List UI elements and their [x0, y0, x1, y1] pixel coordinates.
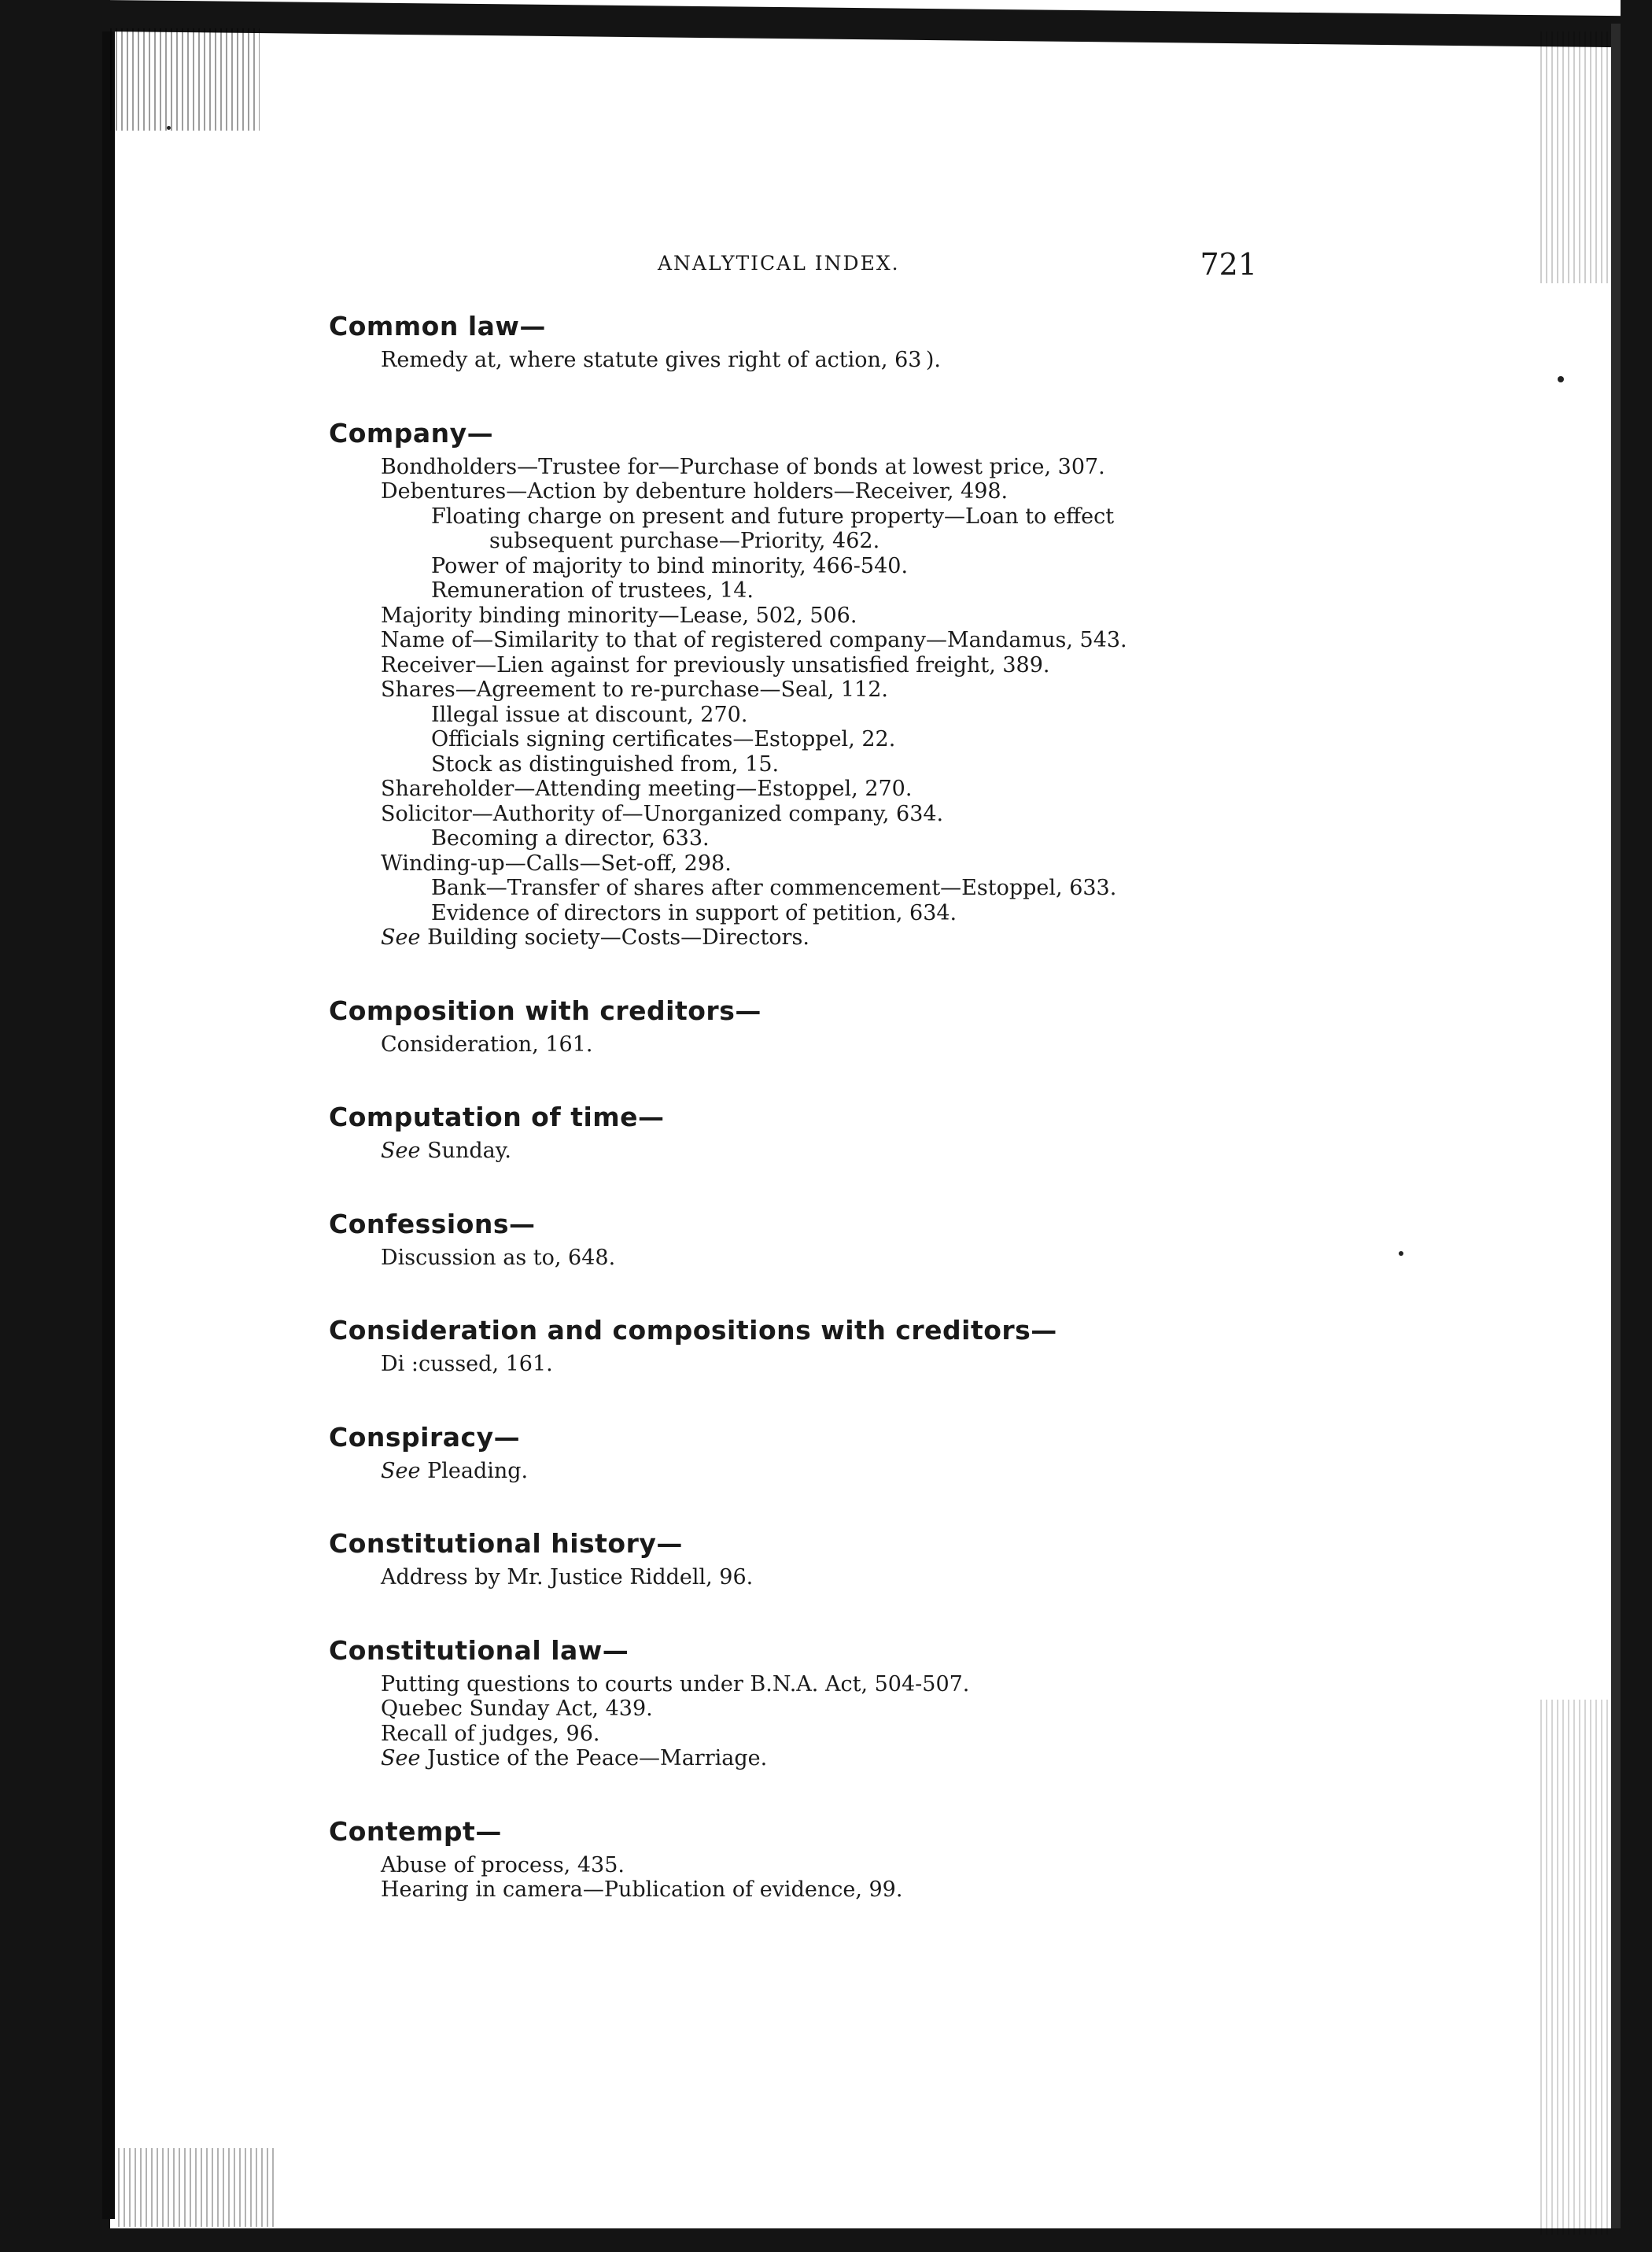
- scan-border-right: [1621, 0, 1652, 2252]
- scan-border-bottom: [102, 2228, 1652, 2252]
- scan-border-right-inner: [1611, 24, 1621, 2235]
- entry-line: Quebec Sunday Act, 439.: [381, 1696, 653, 1721]
- entry-cross-reference: [329, 1139, 1257, 1164]
- entry-line: Shareholder—Attending meeting—Estoppel, 270.: [381, 777, 913, 801]
- index-entry: [329, 1311, 1257, 1377]
- entry-subline: Floating charge on present and future property—Loan to effect: [431, 504, 1115, 529]
- entry-subline: Remuneration of trustees, 14.: [431, 578, 754, 603]
- index-entry: [329, 991, 1257, 1058]
- entry-line: Remedy at, where statute gives right of action, 63 ).: [381, 348, 941, 372]
- entry-heading: Constitutional history—: [329, 1528, 683, 1559]
- running-header: [329, 244, 1257, 291]
- index-entry: [329, 1812, 1257, 1903]
- entry-heading: Composition with creditors—: [329, 995, 761, 1026]
- entry-subline: Bank—Transfer of shares after commencement—Estoppel, 633.: [431, 876, 1117, 900]
- entry-line: Winding-up—Calls—Set-off, 298.: [381, 851, 732, 876]
- entry-line: Abuse of process, 435.: [381, 1852, 625, 1877]
- running-title: ANALYTICAL INDEX.: [658, 252, 900, 275]
- scan-noise-bottom-right: [1540, 1700, 1611, 2235]
- see-label: See: [381, 1746, 421, 1770]
- entry-subline: Illegal issue at discount, 270.: [431, 702, 748, 727]
- scan-speck: [167, 126, 171, 130]
- entry-line: Solicitor—Authority of—Unorganized company, 634.: [381, 801, 944, 826]
- entry-heading: Constitutional law—: [329, 1634, 629, 1666]
- entry-line: Address by Mr. Justice Riddell, 96.: [381, 1565, 754, 1589]
- entry-continuation: subsequent purchase—Priority, 462.: [489, 529, 880, 553]
- scan-noise-top-right: [1540, 31, 1611, 283]
- entry-line: Shares—Agreement to re-purchase—Seal, 112.: [381, 677, 888, 702]
- entry-cross-reference: [329, 1746, 1257, 1771]
- scan-border-left: [0, 0, 110, 2252]
- scan-border-top: [102, 0, 1652, 48]
- see-label: See: [381, 1139, 421, 1163]
- entry-heading: Contempt—: [329, 1815, 502, 1847]
- see-label: See: [381, 925, 421, 950]
- entry-line: Majority binding minority—Lease, 502, 506.: [381, 603, 857, 628]
- entry-subline: Evidence of directors in support of petition, 634.: [431, 900, 957, 925]
- entry-subline: Stock as distinguished from, 15.: [431, 751, 780, 777]
- entry-heading: Company—: [329, 417, 494, 449]
- entry-line: Name of—Similarity to that of registered company—Mandamus, 543.: [381, 628, 1127, 652]
- entry-subline: Becoming a director, 633.: [431, 826, 710, 851]
- cross-reference-text: Building society—Costs—Directors.: [427, 925, 809, 950]
- scan-border-left-edge: [102, 31, 115, 2219]
- see-label: See: [381, 1458, 421, 1483]
- entry-line: Debentures—Action by debenture holders—Receiver, 498.: [381, 479, 1009, 504]
- index-entry: [329, 1418, 1257, 1484]
- scan-noise-top-left: [110, 28, 260, 131]
- entry-heading: Confessions—: [329, 1208, 536, 1239]
- entry-line: Recall of judges, 96.: [381, 1721, 600, 1746]
- entry-heading: Conspiracy—: [329, 1421, 521, 1453]
- index-entry: [329, 1205, 1257, 1271]
- entry-heading: Computation of time—: [329, 1102, 665, 1132]
- entry-line: Receiver—Lien against for previously unsatisfied freight, 389.: [381, 652, 1050, 677]
- entry-line: Hearing in camera—Publication of evidence, 99.: [381, 1877, 903, 1902]
- index-entries: [329, 307, 1257, 1944]
- entry-line: Consideration, 161.: [381, 1032, 593, 1057]
- entry-line: Putting questions to courts under B.N.A. Act, 504-507.: [381, 1671, 970, 1696]
- index-entry: [329, 1098, 1257, 1164]
- cross-reference-text: Pleading.: [427, 1458, 529, 1483]
- page-number: 721: [1200, 247, 1257, 282]
- entry-heading: Common law—: [329, 311, 546, 341]
- index-entry: [329, 1631, 1257, 1771]
- entry-cross-reference: [329, 1459, 1257, 1484]
- entry-line: Di :cussed, 161.: [381, 1352, 553, 1376]
- entry-line: Bondholders—Trustee for—Purchase of bonds at lowest price, 307.: [381, 454, 1105, 479]
- index-entry: [329, 1524, 1257, 1590]
- scan-noise-bottom-left: [118, 2148, 275, 2227]
- index-entry: [329, 414, 1257, 951]
- entry-subline: Officials signing certificates—Estoppel, 22.: [431, 727, 896, 751]
- entry-line: Discussion as to, 648.: [381, 1245, 616, 1270]
- index-entry: [329, 307, 1257, 373]
- entry-subline: Power of majority to bind minority, 466-540.: [431, 553, 909, 578]
- scan-speck: [1399, 1251, 1403, 1256]
- entry-heading: Consideration and compositions with creditors—: [329, 1315, 1057, 1346]
- entry-cross-reference: [329, 925, 1257, 951]
- cross-reference-text: Sunday.: [427, 1139, 511, 1163]
- scan-speck: [1558, 376, 1564, 382]
- cross-reference-text: Justice of the Peace—Marriage.: [427, 1746, 768, 1770]
